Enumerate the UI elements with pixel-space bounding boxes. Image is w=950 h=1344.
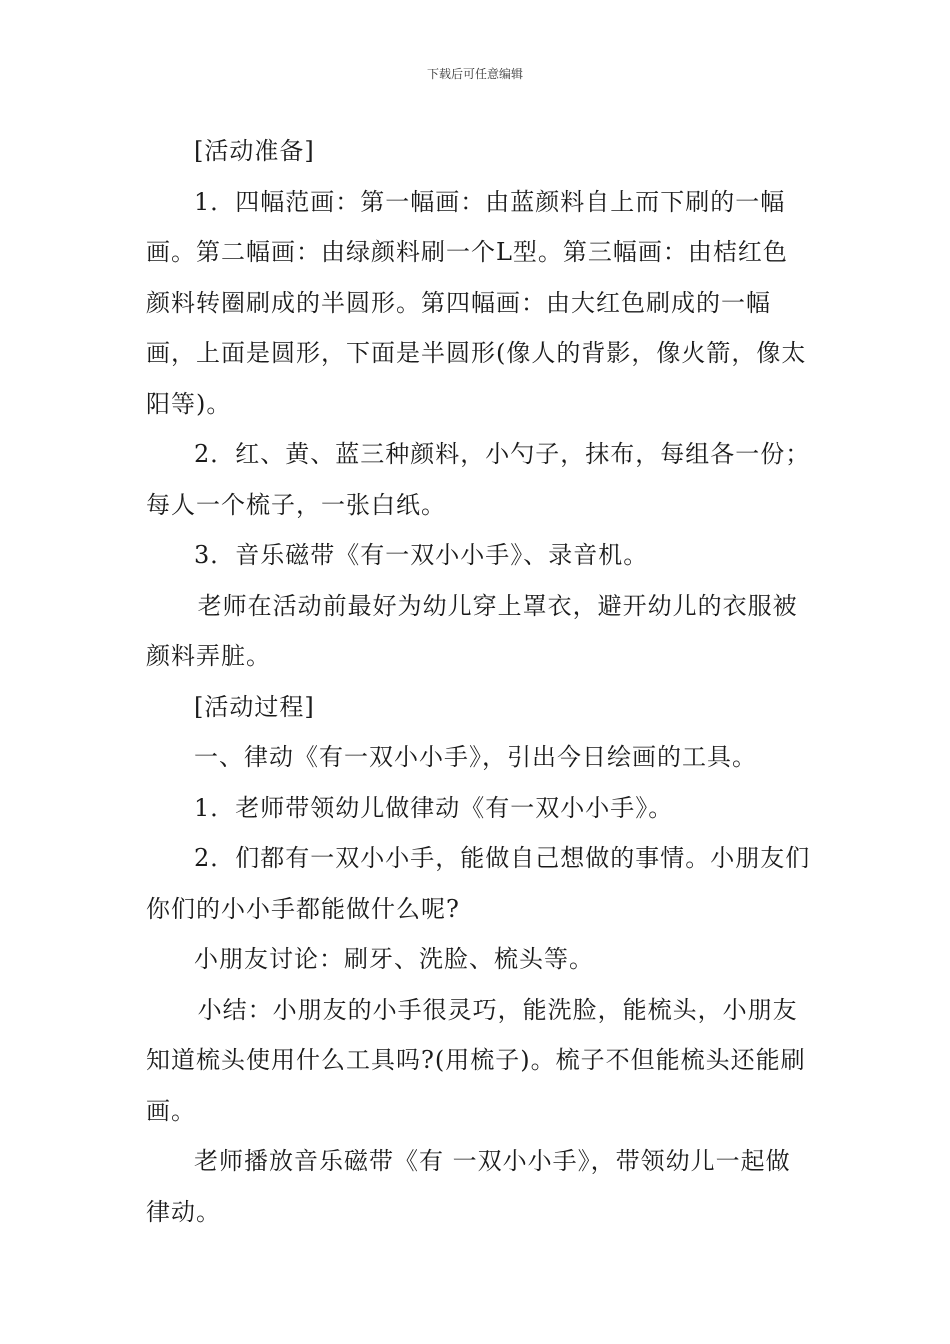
paragraph: 老师播放音乐磁带《有 一双小小手》，带领幼儿一起做律动。 bbox=[146, 1147, 791, 1226]
paragraph: 1．四幅范画：第一幅画：由蓝颜料自上而下刷的一幅画。第二幅画：由绿颜料刷一个L型。第三幅画：由桔红色颜料转圈刷成的半圆形。第四幅画：由大红色刷成的一幅画，上面是圆形，下面是半圆形(像人的背影，像火箭，像太阳等)。 bbox=[146, 187, 807, 418]
paragraph: 老师在活动前最好为幼儿穿上罩衣，避开幼儿的衣服被颜料弄脏。 bbox=[146, 591, 798, 670]
section-heading-preparation: [活动准备] bbox=[194, 137, 315, 165]
section-heading-process: [活动过程] bbox=[194, 692, 315, 721]
page-header-note: 下载后可任意编辑 bbox=[426, 67, 523, 81]
document-body bbox=[146, 126, 811, 1237]
paragraph: 3．音乐磁带《有一双小小手》、录音机。 bbox=[194, 541, 649, 569]
paragraph: 2．们都有一双小小手，能做自己想做的事情。小朋友们你们的小小手都能做什么呢? bbox=[146, 844, 811, 923]
paragraph: 一、律动《有一双小小手》，引出今日绘画的工具。 bbox=[194, 743, 757, 771]
paragraph: 2．红、黄、蓝三种颜料，小勺子，抹布，每组各一份；每人一个梳子，一张白纸。 bbox=[146, 440, 811, 519]
paragraph: 小朋友讨论：刷牙、洗脸、梳头等。 bbox=[194, 945, 594, 973]
paragraph: 小结：小朋友的小手很灵巧，能洗脸，能梳头，小朋友知道梳头使用什么工具吗?(用梳子)。梳子不但能梳头还能刷画。 bbox=[146, 995, 806, 1125]
paragraph: 1．老师带领幼儿做律动《有一双小小手》。 bbox=[194, 793, 674, 822]
